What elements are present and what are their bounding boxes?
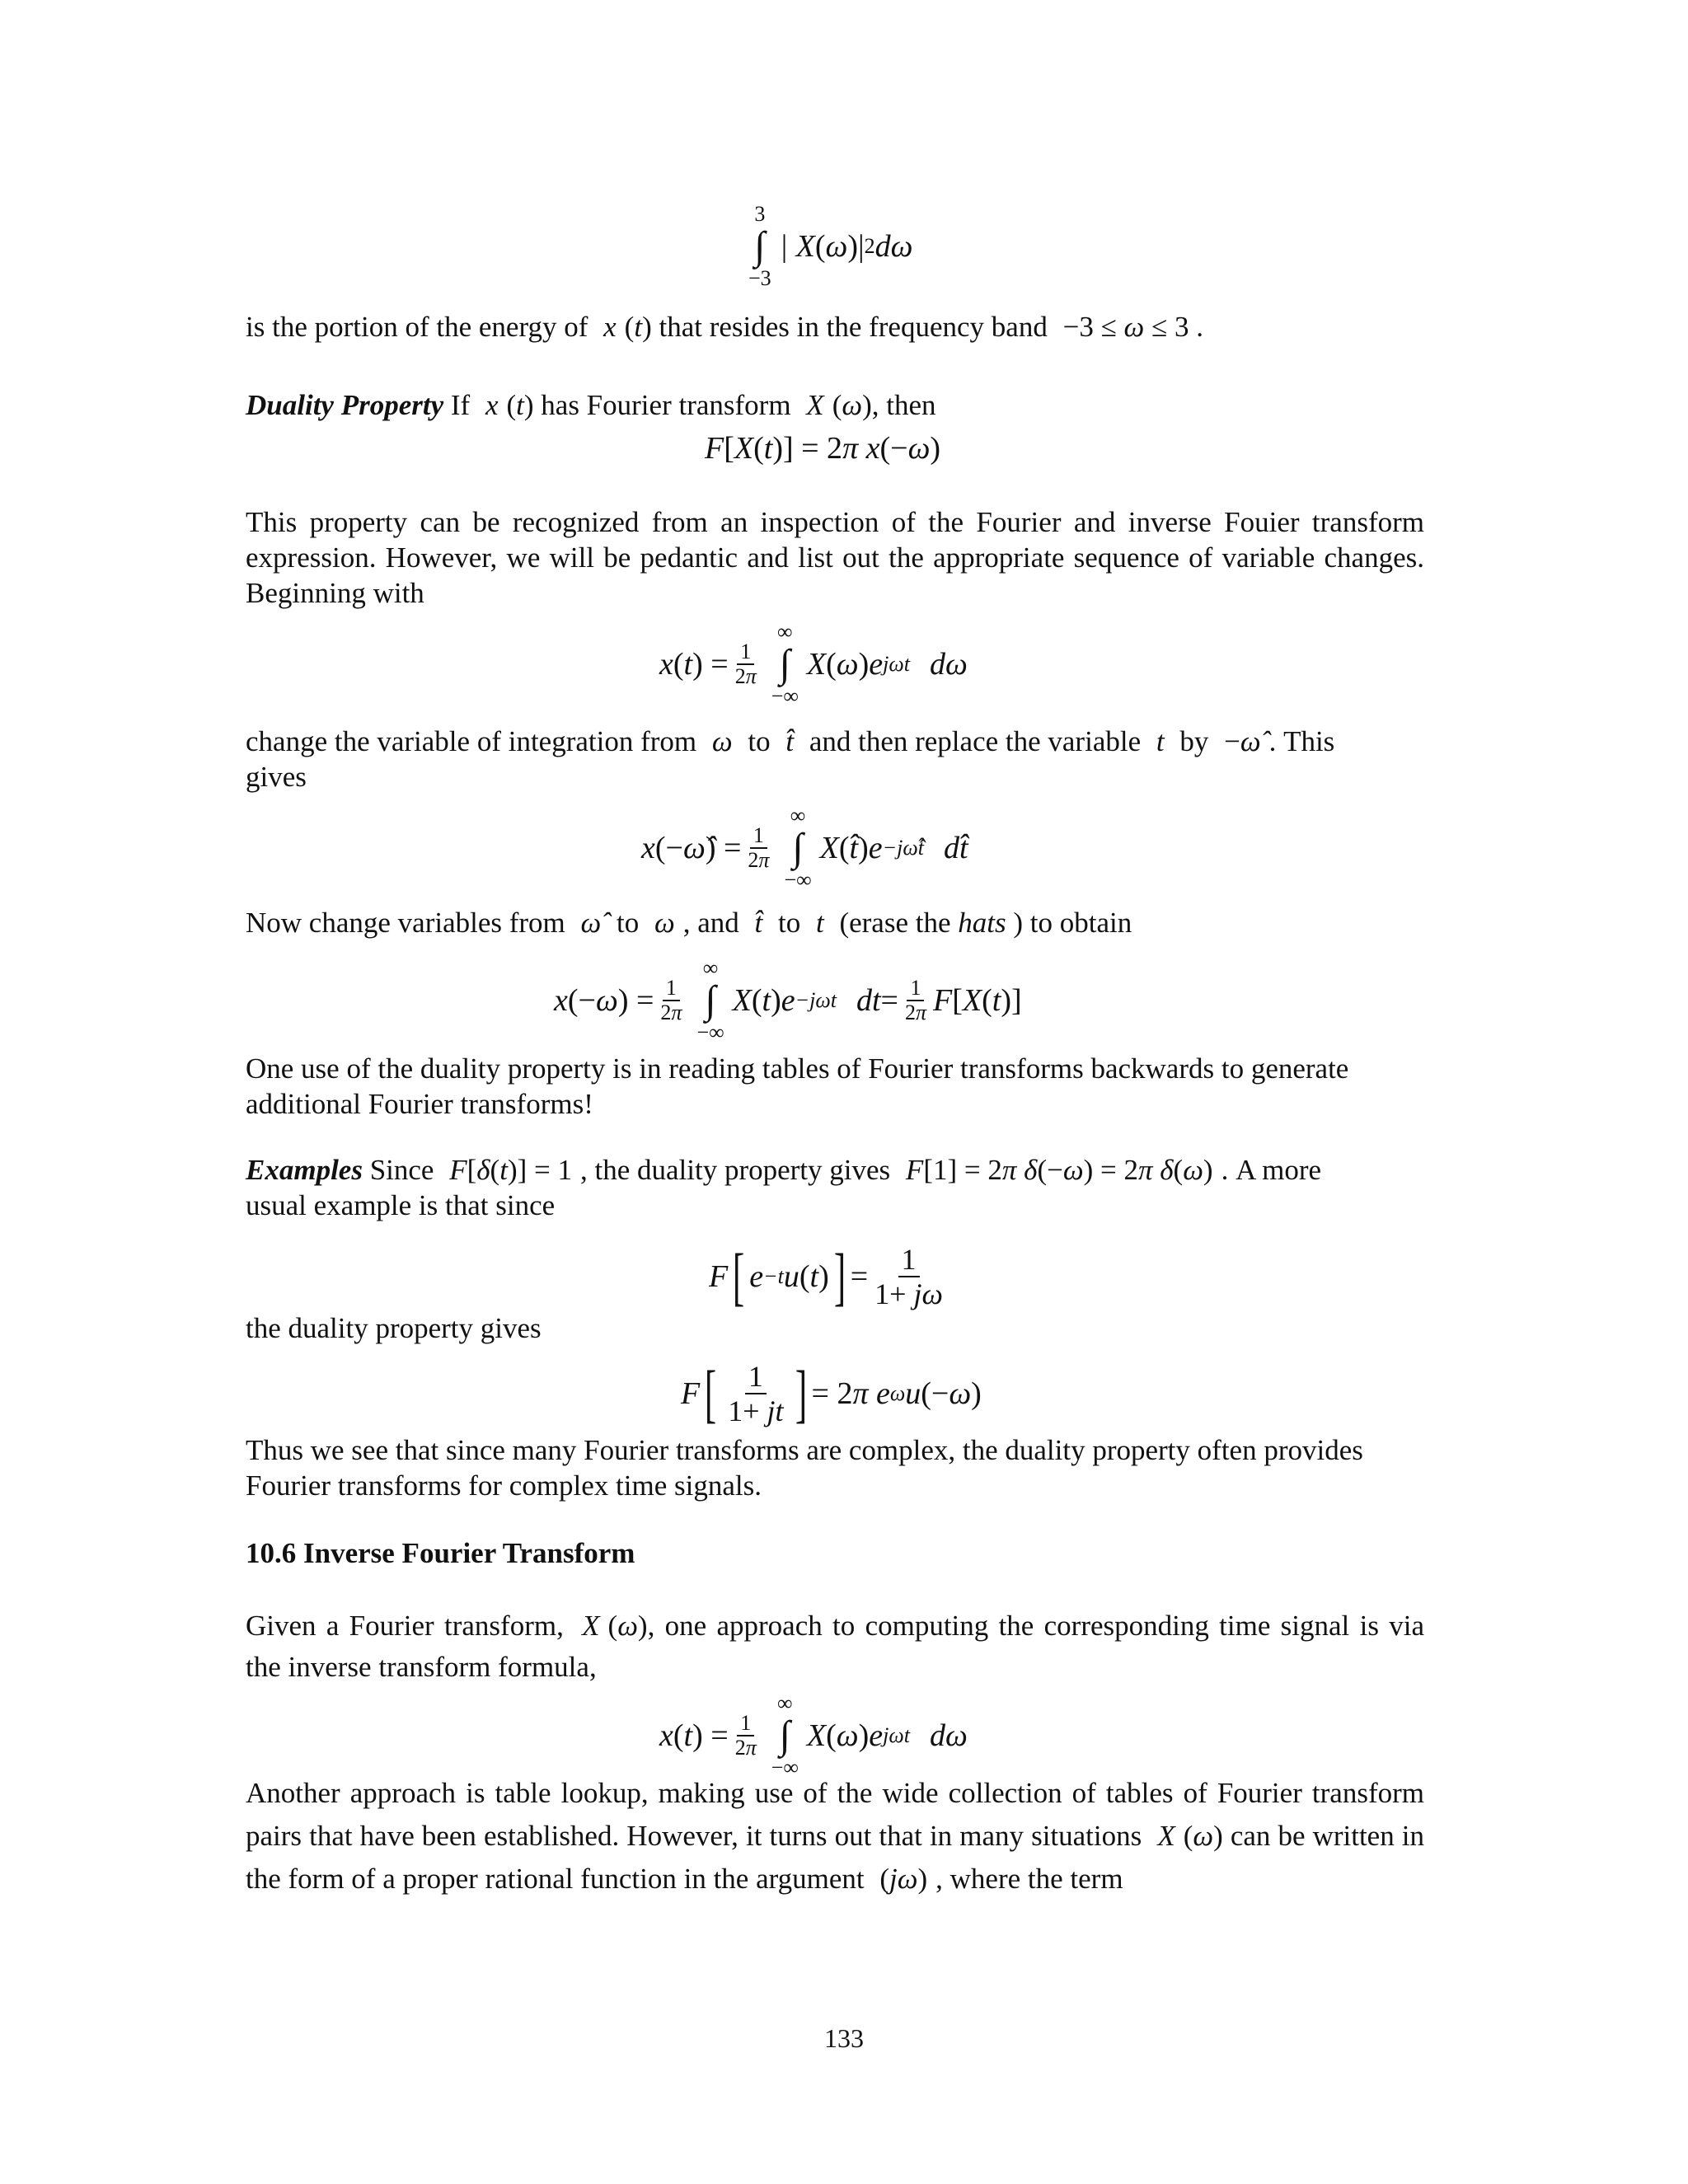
- now-change-text-a: Now change variables from: [246, 907, 565, 939]
- integral-sign: ∞ ∫ −∞: [784, 804, 812, 892]
- duality-gives-text: the duality property gives: [246, 1312, 542, 1344]
- integral-sign: ∞ ∫ −∞: [771, 1691, 799, 1779]
- now-change-to2-text: to: [777, 907, 801, 939]
- fraction-one-over-two-pi: $\frac{1}{2\pi}$: [748, 823, 770, 872]
- fraction-one-over-two-pi: $\frac{1}{2\pi}$: [734, 1711, 757, 1760]
- paragraph-given: Given a Fourier transform, X (ω), one approach to computing the corresponding time signal is via the inverse transform formula,: [246, 1610, 1424, 1683]
- duality-then-text: , then: [871, 389, 936, 421]
- fraction-one-over-two-pi: $\frac{1}{2\pi}$: [904, 976, 926, 1024]
- another-text-b: can be written in the form of a proper rational function in the argument: [246, 1820, 1425, 1895]
- paragraph-complex-signals: Thus we see that since many Fourier transforms are complex, the duality property often provides Fourier transforms for complex time signals.: [246, 1434, 1363, 1502]
- integral-sign: ∞ ∫ −∞: [696, 956, 724, 1044]
- page-number: 133: [824, 2023, 864, 2053]
- examples-heading: Examples: [246, 1154, 363, 1186]
- section-heading: 10.6 Inverse Fourier Transform: [246, 1537, 635, 1569]
- fraction-one-over-one-plus-jw: $\frac{1}{1+ j\omega}$: [874, 1243, 943, 1310]
- examples-usual-text: usual example is that since: [246, 1189, 556, 1221]
- duality-has-text: has Fourier transform: [541, 389, 791, 421]
- gives-text: gives: [246, 761, 307, 793]
- paragraph-pedantic: This property can be recognized from an inspection of the Fourier and inverse Fouier transform expression. However, we will be pedantic and list out the appropriate sequence of variable changes. Beginning with: [246, 506, 1424, 609]
- change-var-to-text: to: [748, 725, 771, 757]
- examples-sentence: Examples Since F[δ(t)] = 1 , the duality property gives F[1] = 2π δ(−ω) = 2π δ(ω) . A more usual example is that since: [246, 1154, 1322, 1221]
- examples-since-text: Since: [369, 1154, 434, 1186]
- fraction-one-over-two-pi: $\frac{1}{2\pi}$: [734, 640, 757, 688]
- energy-resides-text: that resides in the frequency band: [659, 311, 1048, 343]
- energy-sentence: is the portion of the energy of x (t) that resides in the frequency band −3 ≤ ω ≤ 3 .: [246, 311, 1203, 343]
- change-var-by-text: by: [1179, 725, 1209, 757]
- paragraph-duality-use: One use of the duality property is in reading tables of Fourier transforms backwards to generate additional Fourier transforms!: [246, 1052, 1349, 1120]
- now-change-sentence: Now change variables from ω̂ to ω , and t̂ to t (erase the hats ) to obtain: [246, 907, 1132, 939]
- examples-more-text: . A more: [1221, 1154, 1322, 1186]
- paragraph-another-approach: Another approach is table lookup, making use of the wide collection of tables of Fourier transform pairs that have been established. However, it turns out that in many situations X (ω) can be written in the form of a proper rational function in the argument (jω) , where the term: [246, 1777, 1425, 1895]
- given-text-b: , one approach to computing the corresponding time signal is via the inverse transform formula,: [246, 1610, 1424, 1683]
- another-text-c: , where the term: [935, 1863, 1123, 1895]
- another-text-a: Another approach is table lookup, making use of the wide collection of tables of Fourier transform pairs that have been established. However, it turns out that in many situations: [246, 1777, 1424, 1852]
- duality-heading: Duality Property: [246, 389, 444, 421]
- fraction-one-over-two-pi: $\frac{1}{2\pi}$: [660, 976, 682, 1024]
- fraction-one-over-one-plus-jt: $\frac{1}{1+ jt}$: [728, 1360, 784, 1427]
- change-variable-sentence: change the variable of integration from ω to t̂ and then replace the variable t by −ω̂ . This gives: [246, 725, 1335, 793]
- change-var-text-a: change the variable of integration from: [246, 725, 697, 757]
- duality-property-line: Duality Property If x (t) has Fourier transform X (ω), then: [246, 389, 936, 421]
- integral-sign: 3 ∫ −3: [748, 202, 771, 290]
- energy-intro-text: is the portion of the energy of: [246, 311, 588, 343]
- now-change-to-text: to: [617, 907, 640, 939]
- now-change-erase-text: (erase the: [839, 907, 951, 939]
- now-change-and-text: , and: [682, 907, 739, 939]
- document-page: 3 ∫ −3 | X ( ω )| 2 dω is the portion of the energy of x (t) that resides in the frequency band −3 ≤ ω ≤ 3 . Duality Property If x (t) has Fourier transform X (ω), then F [ X ( t )] = 2 π x (− ω ) This property can be recognized from an inspection of the Fourier and inverse Fouier transform expression. However, we will be pedantic and list out the appropriate sequence of variable changes. Beginning with x ( t ) = $\frac{1}{2\pi}$ ∞ ∫ −∞ X ( ω ) e jωt dω change the variable of integration from ω to t̂ and then replace the variable t by −ω̂ . This gives x (− ω̂ ) = $\frac{1}{2\pi}$ ∞ ∫ −∞ X ( t̂ ) e −jω̂t̂ dt̂ Now change variables from ω̂ to ω , and t̂ to t (erase the hats ) to obtain x (− ω ) = $\frac{1}{2\pi}$ ∞ ∫ −∞ X ( t ) e −jωt dt = $\frac{1}{2\pi}$ F [ X ( t )] One use of the duality property is in reading tables of Fourier transforms backwards to generate additional Fourier transforms! Examples Since F[δ(t)] = 1 , the duality property gives F[1] = 2π δ(−ω) = 2π δ(ω) . A more usual example is that since F [ e −t u ( t ) ] = $\frac{1}{1+ j\omega}$ the duality property gives F [ $\frac{1}{1+ jt}$ ] = 2 π e ω u (− ω ) Thus we see that since many Fourier transforms are complex, the duality property often provides Fourier transforms for complex time signals. 10.6 Inverse Fourier Transform Given a Fourier transform, X (ω), one approach to computing the corresponding time signal is via the inverse transform formula, x ( t ) = $\frac{1}{2\pi}$ ∞ ∫ −∞ X ( ω ) e jωt dω Another approach is table lookup, making use of the wide collection of tables of Fourier transform pairs that have been established. However, it turns out that in many situations X (ω) can be written in the form of a proper rational function in the argument (jω) , where the term 133: [0, 0, 1688, 2184]
- change-var-text-c: . This: [1268, 725, 1335, 757]
- duality-if-text: If: [450, 389, 471, 421]
- now-change-hats-text: hats: [958, 907, 1006, 939]
- examples-gives-text: , the duality property gives: [580, 1154, 891, 1186]
- now-change-obtain-text: ) to obtain: [1013, 907, 1132, 939]
- given-text-a: Given a Fourier transform,: [246, 1610, 564, 1642]
- change-var-text-b: and then replace the variable: [809, 725, 1142, 757]
- integral-sign: ∞ ∫ −∞: [771, 620, 799, 708]
